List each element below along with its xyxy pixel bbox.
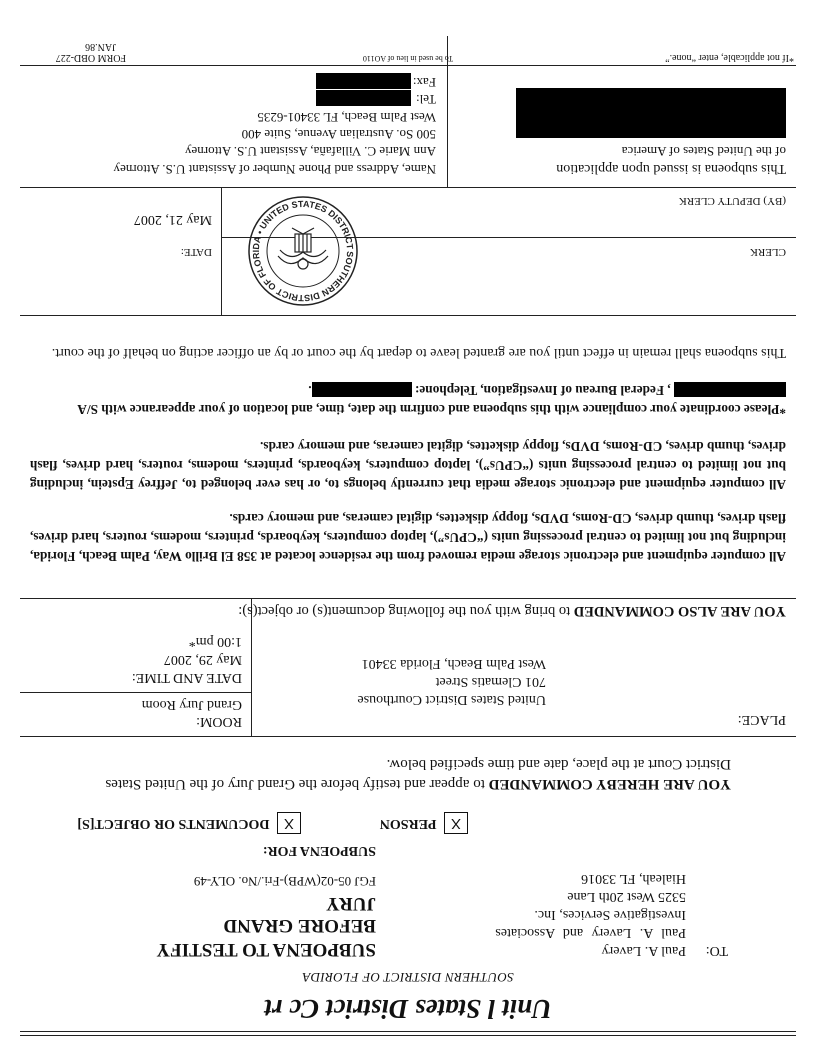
recipient-line-4: 5325 West 20th Lane [567,889,686,904]
also-commanded [46,602,786,619]
top-rule [20,1035,796,1036]
coordinate-text-2: , Federal Bureau of Investigation, Telephone: [414,383,671,398]
seal-graphic [246,194,360,308]
place-line-1: United States District Courthouse [357,692,546,707]
seal-ring-text: SOUTHERN DISTRICT OF FLORIDA • UNITED STATES DISTRICT [250,198,356,304]
application-text: This subpoena is issued upon application [556,161,786,176]
item-2: All computer equipment and electronic storage media that currently belongs to, or has ever belonged to, Jeffrey Epstein, including but not limited to central processing units (“CPUs”), laptop computers, keyboards, printers, modems, routers, hard drives, flash drives, thumb drives, CD-Roms, DVDs, floppy diskettes, digital cameras, and memory cards. [30,439,786,492]
attorney-line-3: West Palm Beach, FL 33401-6235 [257,110,436,125]
datetime-label: DATE AND TIME: [131,670,242,685]
footer-form: FORM OBD-227 [55,52,126,63]
place-line-2: 701 Clematis Street [435,674,546,689]
footer-form-date: JAN.86 [85,41,116,52]
attorney-heading: Name, Address and Phone Number of Assistant U.S. Attorney [113,162,436,177]
date-value: May 29, 2007 [163,652,242,667]
documents-label: DOCUMENTS OR OBJECT[S] [77,815,270,831]
court-title: Unit l States District Cc rt [264,994,552,1024]
case-number: FGJ 05-02(WPB)-Fri./No. OLY-49 [193,874,376,889]
coordinate-note [30,381,786,419]
place-divider [251,599,252,737]
recipient-line-1: Paul A. Lavery [601,943,686,958]
also-commanded-lead: YOU ARE ALSO COMMANDED [573,603,786,619]
title-line-3: JURY [326,893,376,914]
person-option [380,812,468,834]
place-bottom-rule [20,598,796,599]
title-line-1: SUBPOENA TO TESTIFY [156,939,376,960]
footer-note: *If not applicable, enter “none.” [665,52,794,63]
effect-text: This subpoena shall remain in effect until you are granted leave to depart by the court or by an officer acting on behalf of the court. [51,345,786,360]
top-rule-2 [20,1031,796,1032]
application-of-text: of the United States of America [621,144,786,159]
hereby-commanded [71,754,731,794]
room-bottom-rule [20,692,252,693]
footer-rule [20,65,796,66]
court-seal [246,194,360,308]
recipient-line-2: Paul A. Lavery and Associates [495,925,686,940]
person-label: PERSON [379,815,437,831]
time-value: 1:00 pm* [188,634,242,649]
signature-divider [221,188,222,316]
item-1: All computer equipment and electronic storage media removed from the residence located at 358 El Brillo Way, Palm Beach, Florida, including but not limited to central processing units (“CPUs”), laptop computers, keyboards, printers, modems, routers, hard drives, flash drives, thumb drives, CD-Roms, DVDs, floppy diskettes, digital cameras, and memory cards. [30,511,786,564]
redaction-tel [316,90,411,106]
person-checkbox[interactable]: X [444,812,468,834]
application-top-rule [20,187,796,188]
to-label: TO: [705,943,728,958]
footer-used-in-lieu: To be used in lieu of AO110 [362,54,454,63]
recipient-line-3: Investigative Services, Inc. [534,907,686,922]
district-name: SOUTHERN DISTRICT OF FLORIDA [302,970,514,985]
place-label: PLACE: [737,712,786,727]
documents-option [77,812,301,834]
deputy-clerk-label: (BY) DEPUTY CLERK [678,195,786,207]
subpoena-for-label: SUBPOENA FOR: [262,843,376,858]
redaction-fax [316,73,411,89]
room-label: ROOM: [196,714,242,729]
also-commanded-text: to bring with you the following document(s) or object(s): [238,603,574,619]
redaction-application [516,88,786,138]
coordinate-text-1: *Please coordinate your compliance with this subpoena and confirm the date, time, and location of your appearance with S/A [78,402,786,417]
redaction-agent [674,382,786,397]
title-line-2: BEFORE GRAND [223,915,376,936]
hereby-commanded-lead: YOU ARE HEREBY COMMANDED [488,776,731,792]
coordinate-text-3: . [308,383,312,398]
tel-label: Tel: [415,92,436,107]
clerk-label: CLERK [749,246,786,258]
attorney-line-1: Ann Marie C. Villafaña, Assistant U.S. Attorney [184,144,436,159]
signature-top-rule [20,315,796,316]
place-line-3: West Palm Beach, Florida 33401 [361,656,546,671]
place-top-rule [20,736,796,737]
room-value: Grand Jury Room [141,697,242,712]
recipient-line-5: Hialeah, FL 33016 [581,871,686,886]
documents-checkbox[interactable]: X [277,812,301,834]
hereby-commanded-text: to appear and testify before the Grand Jury of the United States District Court at the place, date and time specified below. [105,756,731,792]
fax-label: Fax: [412,75,436,90]
redaction-telephone [312,382,412,397]
attorney-line-2: 500 So. Australian Avenue, Suite 400 [241,127,436,142]
date-label: DATE: [180,246,212,258]
issue-date: May 21, 2007 [133,212,212,227]
